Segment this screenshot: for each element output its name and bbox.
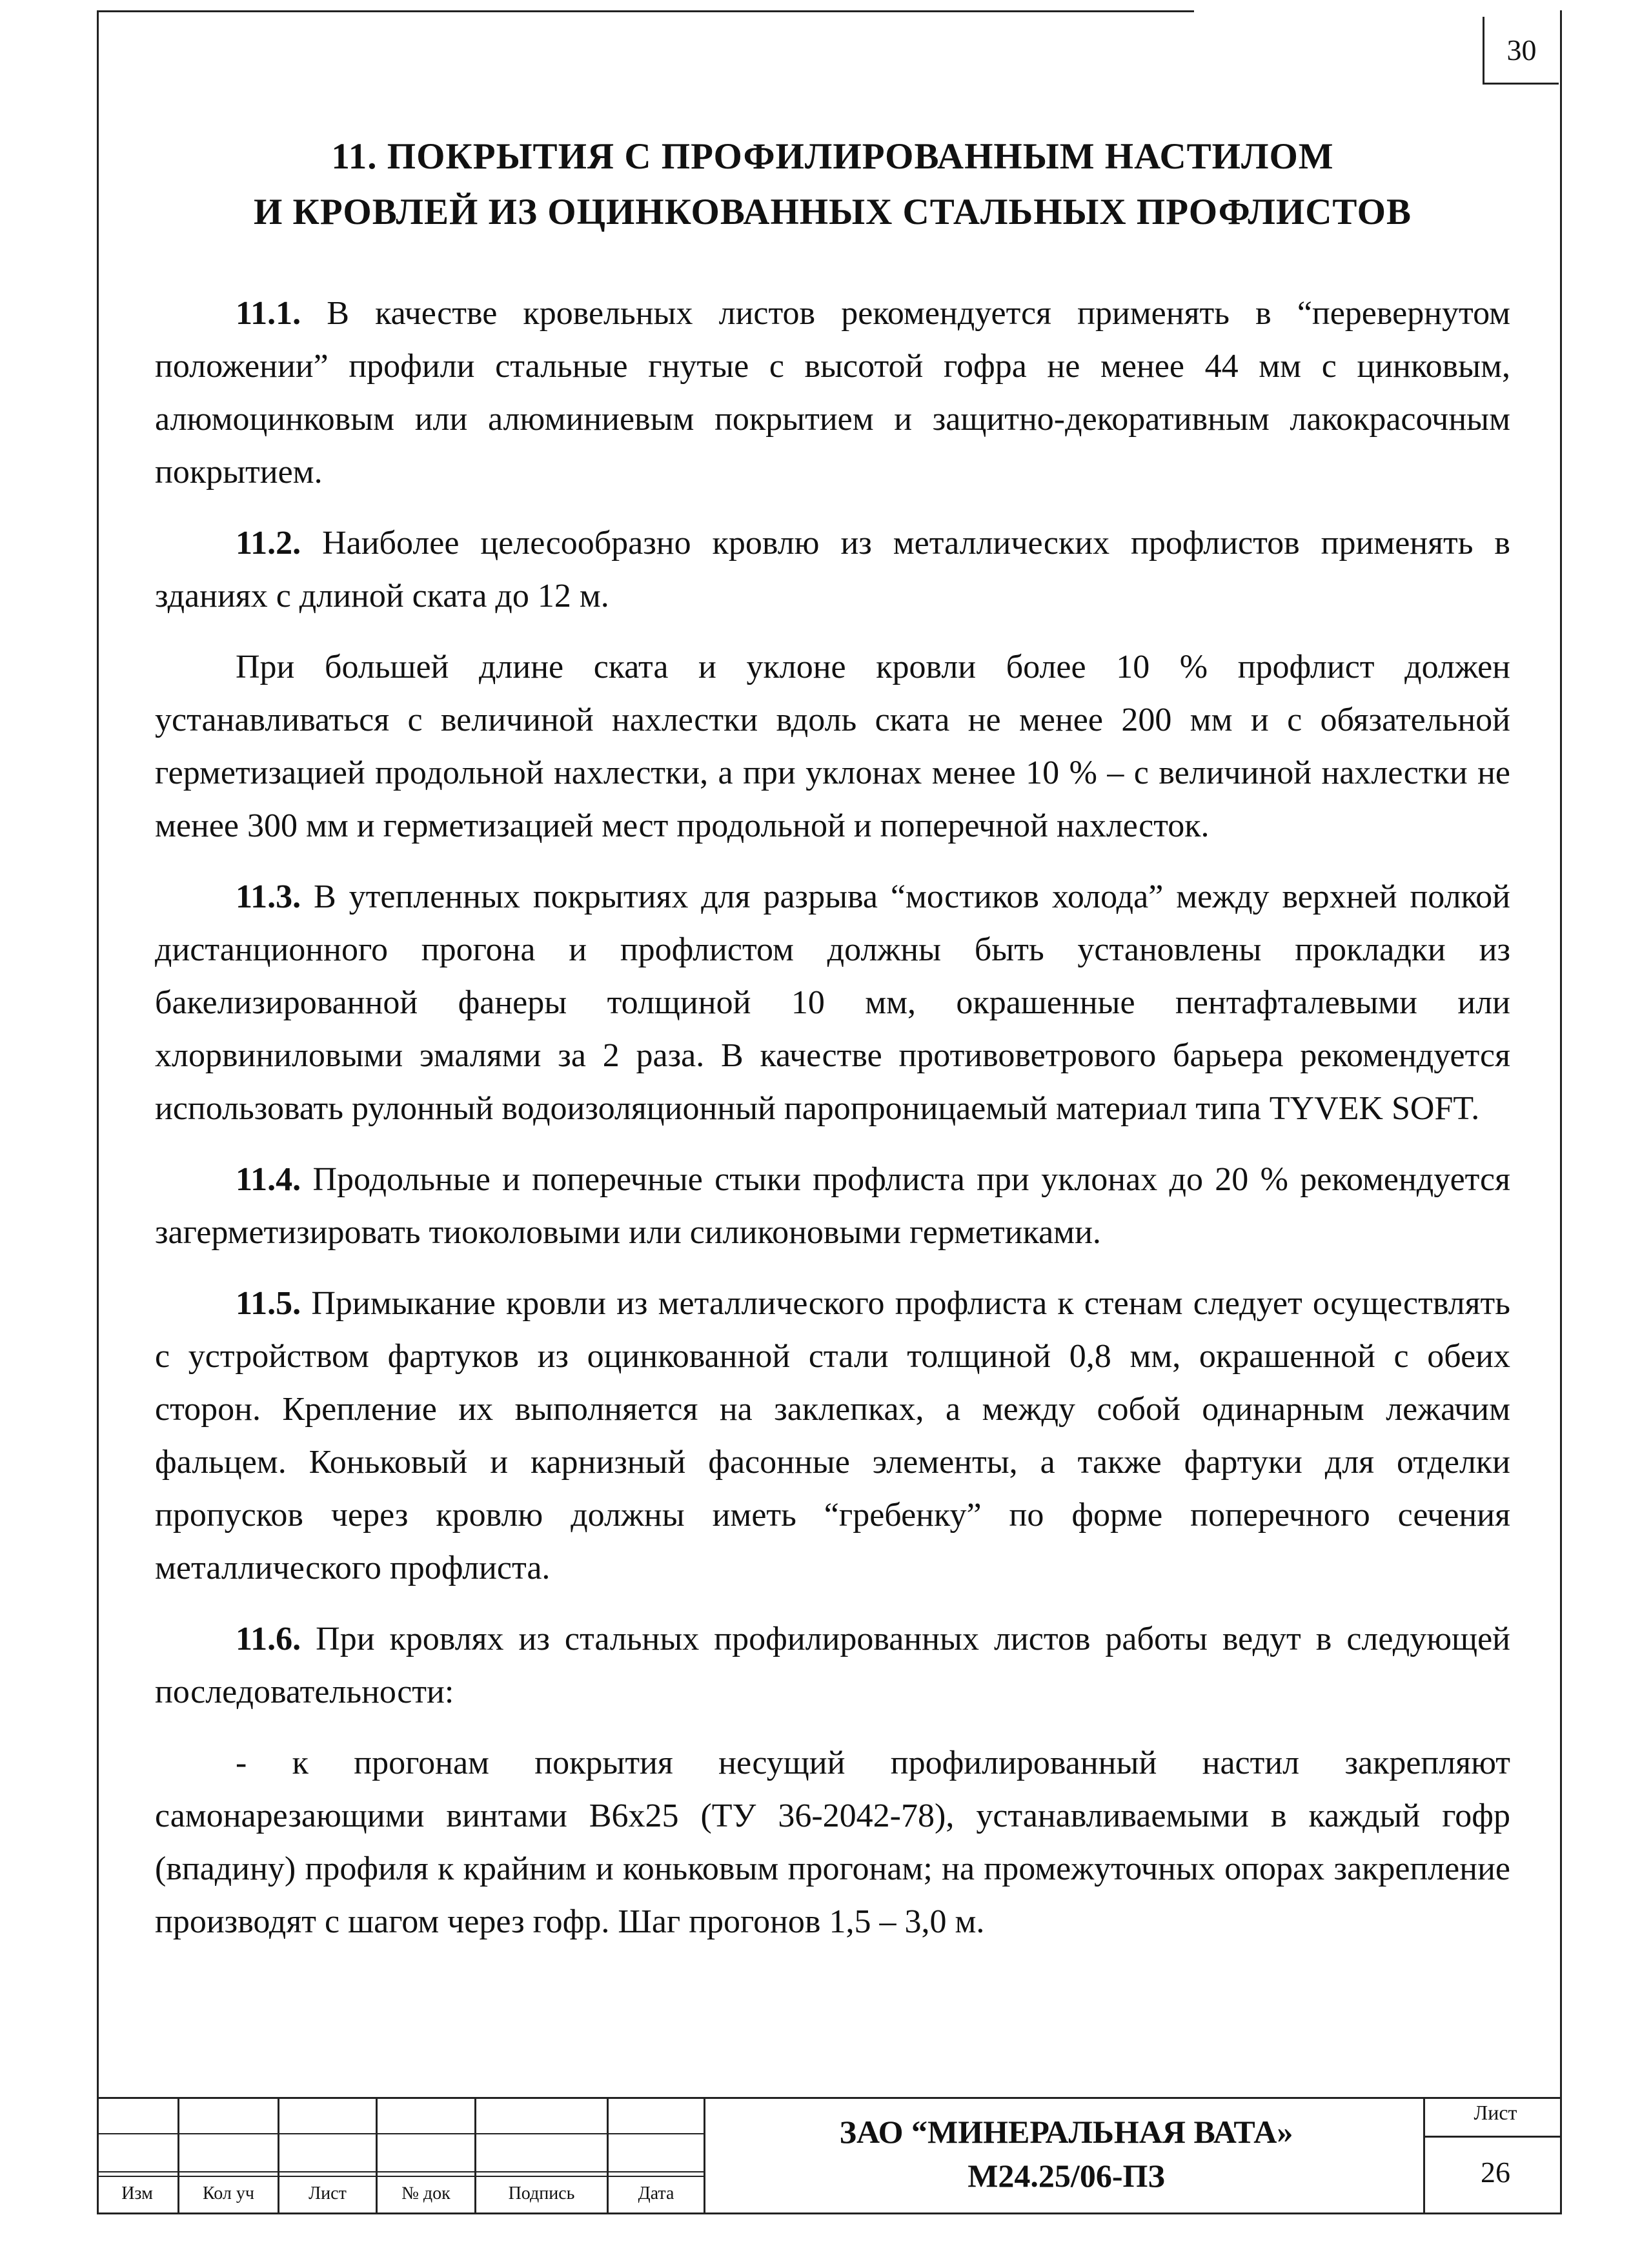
- paragraph-11-2-cont: [155, 641, 1510, 853]
- paragraph-number: 11.2.: [236, 525, 301, 562]
- section-title-line-1: 11. ПОКРЫТИЯ С ПРОФИЛИРОВАННЫМ НАСТИЛОМ: [331, 136, 1334, 177]
- paragraph-11-2: [155, 517, 1510, 623]
- paragraph-text: При кровлях из стальных профилированных листов работы ведут в следующей последовательности:: [155, 1621, 1510, 1710]
- sheet-label: Лист: [1474, 2101, 1517, 2124]
- sheet-number: 26: [1481, 2156, 1510, 2189]
- paragraph-text: В качестве кровельных листов рекомендуется применять в “перевернутом положении” профили стальные гнутые с высотой гофра не менее 44 мм с цинковым, алюмоцинковым или алюминиевым покрытием и защитно-декоративным лакокрасочным покрытием.: [155, 295, 1510, 491]
- paragraph-text: При большей длине ската и уклоне кровли более 10 % профлист должен устанавливаться с величиной нахлестки вдоль ската не менее 200 мм и с обязательной герметизацией продольной нахлестки, а при уклонах менее 10 % – с величиной нахлестки не менее 300 мм и герметизацией мест продольной и поперечной нахлесток.: [155, 649, 1510, 844]
- stamp-col-line: [704, 2097, 705, 2214]
- stamp-top-line: [97, 2097, 1562, 2099]
- paragraph-11-3: [155, 871, 1510, 1135]
- paragraph-11-5: [155, 1277, 1510, 1595]
- frame-left-border: [97, 10, 99, 2213]
- organization-name: ЗАО “МИНЕРАЛЬНАЯ ВАТА»: [839, 2114, 1293, 2150]
- column-label-signature: Подпись: [508, 2183, 575, 2203]
- stamp-row-line: [97, 2176, 704, 2177]
- stamp-row-line: [97, 2133, 704, 2134]
- column-label-izm: Изм: [121, 2183, 153, 2203]
- paragraph-text: - к прогонам покрытия несущий профилированный настил закрепляют самонарезающими винтами В6х25 (ТУ 36-2042-78), устанавливаемыми в каждый гофр (впадину) профиля к крайним и коньковым прогонам; на промежуточных опорах закрепление производят с шагом через гофр. Шаг прогонов 1,5 – 3,0 м.: [155, 1745, 1510, 1940]
- paragraph-11-6: [155, 1613, 1510, 1719]
- page-number-box: [1483, 17, 1559, 85]
- document-code: М24.25/06-ПЗ: [967, 2158, 1165, 2194]
- title-block: [97, 2097, 1562, 2214]
- paragraph-11-6-item: [155, 1737, 1510, 1949]
- paragraph-text: Продольные и поперечные стыки профлиста при уклонах до 20 % рекомендуется загерметизировать тиоколовыми или силиконовыми герметиками.: [155, 1161, 1510, 1251]
- column-label-list: Лист: [309, 2183, 347, 2203]
- paragraph-number: 11.1.: [236, 295, 301, 332]
- paragraph-text: В утепленных покрытиях для разрыва “мостиков холода” между верхней полкой дистанционного прогона и профлистом должны быть установлены прокладки из бакелизированной фанеры толщиной 10 мм, окрашенные пентафталевыми или хлорвиниловыми эмалями за 2 раза. В качестве противоветрового барьера рекомендуется использовать рулонный водоизоляционный паропроницаемый материал типа TYVEK SOFT.: [155, 878, 1510, 1127]
- paragraph-text: Примыкание кровли из металлического профлиста к стенам следует осуществлять с устройством фартуков из оцинкованной стали толщиной 0,8 мм, окрашенной с обеих сторон. Крепление их выполняется на заклепках, а между собой одинарным лежачим фальцем. Коньковый и карнизный фасонные элементы, а также фартуки для отделки пропусков через кровлю должны иметь “гребенку” по форме поперечного сечения металлического профлиста.: [155, 1285, 1510, 1586]
- paragraph-number: 11.4.: [236, 1161, 301, 1198]
- stamp-sheet-divider: [1423, 2136, 1562, 2138]
- paragraph-number: 11.5.: [236, 1285, 301, 1322]
- paragraph-number: 11.6.: [236, 1621, 301, 1657]
- column-label-date: Дата: [638, 2183, 674, 2203]
- paragraph-11-4: [155, 1153, 1510, 1259]
- frame-top-border: [97, 10, 1194, 12]
- section-title: [155, 129, 1510, 240]
- organization-designation: [709, 2110, 1424, 2198]
- frame-right-border: [1560, 10, 1562, 2213]
- document-body: [155, 287, 1510, 1967]
- column-label-doc-num: № док: [401, 2183, 451, 2203]
- paragraph-11-1: [155, 287, 1510, 499]
- paragraph-number: 11.3.: [236, 878, 301, 915]
- paragraph-text: Наиболее целесообразно кровлю из металлических профлистов применять в зданиях с длиной ската до 12 м.: [155, 525, 1510, 614]
- stamp-row-line: [97, 2171, 704, 2172]
- page-number: 30: [1506, 33, 1537, 66]
- section-title-line-2: И КРОВЛЕЙ ИЗ ОЦИНКОВАННЫХ СТАЛЬНЫХ ПРОФЛИСТОВ: [253, 192, 1412, 232]
- column-label-kol-uch: Кол уч: [203, 2183, 254, 2203]
